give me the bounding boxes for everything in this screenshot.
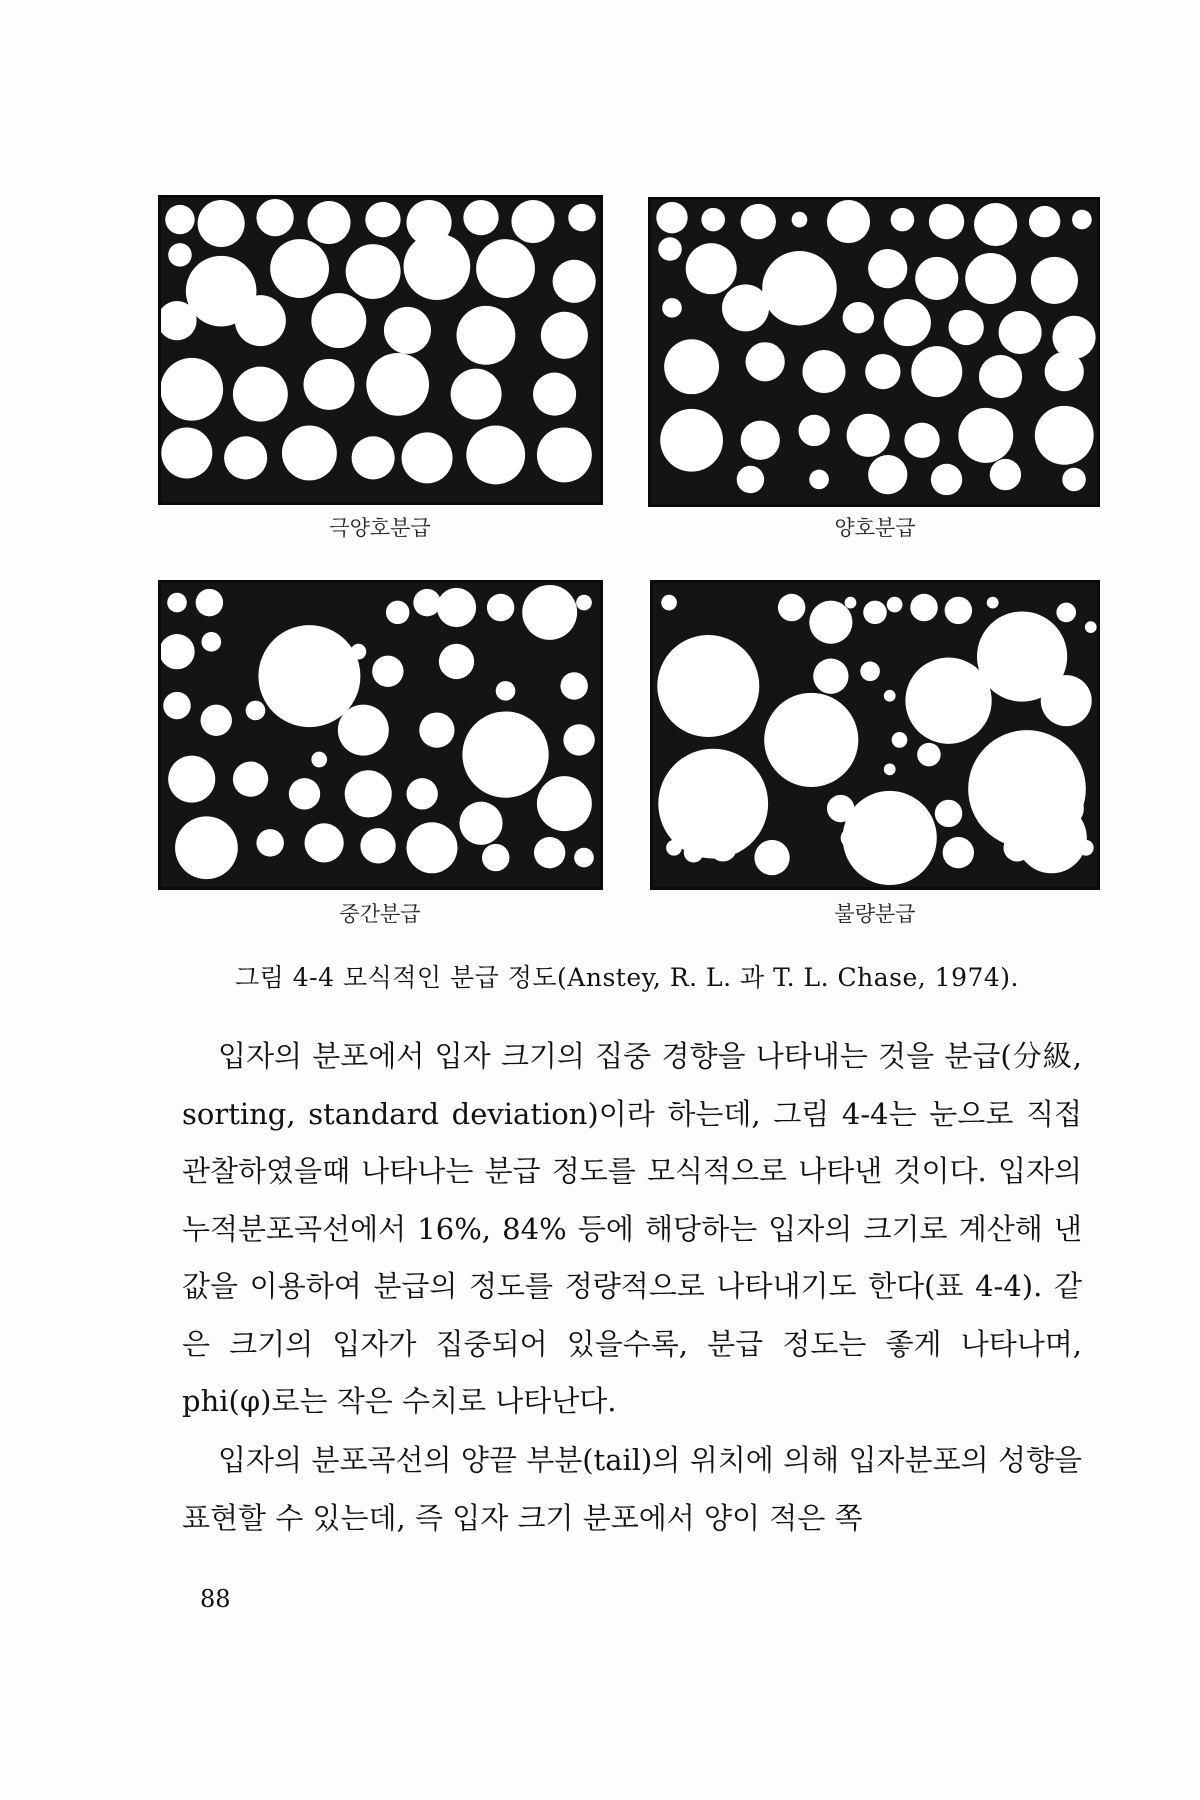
grain-circle: [891, 208, 915, 232]
grain-circle: [346, 244, 401, 299]
panel-very-well-sorted: [158, 195, 603, 505]
grain-circle: [987, 597, 999, 609]
grain-circle: [537, 427, 592, 482]
grain-circle: [656, 202, 687, 233]
grain-circle: [764, 693, 858, 787]
grain-circle: [892, 732, 908, 748]
grain-circle: [366, 353, 429, 416]
grain-circle: [999, 311, 1042, 354]
grain-circle: [198, 200, 245, 247]
grain-circle: [664, 339, 719, 394]
grain-circle: [865, 354, 900, 389]
grain-circle: [553, 260, 596, 303]
grain-circle: [658, 237, 682, 261]
grain-circle: [413, 589, 440, 616]
grain-circle: [161, 358, 223, 421]
grain-circle: [884, 690, 896, 702]
grain-circle: [1062, 468, 1086, 492]
grain-circle: [741, 204, 776, 239]
grain-circle: [746, 342, 785, 381]
grain-circle: [235, 295, 286, 346]
panel-poorly-sorted: [650, 580, 1100, 890]
grain-circle: [233, 367, 288, 422]
grain-circle: [233, 761, 268, 796]
grain-circle: [196, 589, 223, 616]
grain-circle: [246, 701, 266, 721]
grain-circle: [496, 681, 516, 701]
grain-circle: [384, 307, 431, 354]
panel-label-well-sorted: 양호분급: [834, 516, 916, 540]
grain-circle: [574, 848, 594, 868]
grain-circle: [161, 634, 195, 669]
grain-circle: [576, 595, 592, 611]
grain-circle: [311, 752, 327, 768]
grain-circle: [943, 837, 974, 868]
grain-circle: [809, 470, 829, 490]
grain-circle: [462, 711, 548, 797]
grain-circle: [168, 243, 192, 267]
grain-circle: [917, 743, 941, 767]
grain-circle: [1016, 803, 1087, 874]
paragraph-text: 입자의 분포곡선의 양끝 부분(tail)의 위치에 의해 입자분포의 성향을 표현할 수 있는데, 즉 입자 크기 분포에서 양이 적은 쪽: [182, 1443, 1082, 1535]
grain-circle: [541, 312, 588, 359]
grain-circle: [990, 459, 1021, 490]
grain-circle: [958, 408, 1013, 463]
panel-label-moderately-sorted: 중간분급: [339, 902, 421, 926]
grain-circle: [1041, 675, 1092, 726]
grain-circle: [709, 834, 736, 861]
grain-circle: [868, 249, 907, 288]
grain-circle: [1078, 840, 1094, 856]
grain-diagram: [653, 583, 1097, 887]
grain-circle: [402, 432, 453, 483]
grain-circle: [365, 202, 400, 237]
grain-circle: [1052, 316, 1095, 359]
grain-circle: [345, 770, 392, 817]
grain-circle: [201, 705, 232, 736]
grain-circle: [451, 369, 502, 420]
grain-circle: [1072, 210, 1092, 230]
grain-circle: [563, 724, 594, 755]
grain-circle: [949, 310, 984, 345]
grain-diagram: [651, 200, 1097, 504]
grain-circle: [657, 635, 759, 737]
grain-circle: [175, 816, 238, 879]
grain-circle: [901, 855, 917, 871]
grain-circle: [686, 243, 737, 294]
grain-diagram: [161, 198, 600, 502]
grain-circle: [1035, 406, 1094, 465]
grain-circle: [167, 593, 187, 613]
grain-circle: [684, 843, 704, 863]
paragraph-text: 입자의 분포에서 입자 크기의 집중 경향을 나타내는 것을 분급(分級, sorting, standard deviation)이라 하는데, 그림 4-4는 눈으로 직접 관찰하였을때 나타나는 분급 정도를 모식적으로 나타낸 것이다. 입자의 누적분포곡선에서 16%, 84% 등에 해당하는 입자의 크기로 계산해 낸 값을 이용하여 분급의 정도를 정량적으로 나타내기도 한다(표 4-4). 같은 크기의 입자가 집중되어 있을수록, 분급 정도는 좋게 나타나며, phi(φ)로는 작은 수치로 나타난다.: [182, 1039, 1082, 1418]
grain-circle: [813, 659, 848, 694]
grain-circle: [931, 464, 962, 495]
grain-circle: [487, 594, 514, 621]
grain-circle: [351, 644, 367, 660]
grain-circle: [974, 203, 1017, 246]
grain-circle: [662, 298, 682, 318]
grain-circle: [884, 299, 931, 346]
grain-circle: [511, 200, 554, 243]
grain-circle: [307, 201, 350, 244]
grain-circle: [845, 597, 857, 609]
grain-circle: [202, 632, 222, 652]
grain-circle: [661, 595, 677, 611]
grain-circle: [868, 455, 907, 494]
panel-label-very-well-sorted: 극양호분급: [329, 516, 431, 540]
grain-circle: [534, 837, 565, 868]
grain-circle: [439, 644, 474, 679]
grain-circle: [459, 802, 502, 845]
grain-diagram: [161, 583, 600, 887]
grain-circle: [304, 359, 355, 410]
grain-circle: [282, 426, 337, 481]
grain-circle: [847, 414, 890, 457]
grain-circle: [965, 253, 1016, 304]
figure-caption: 그림 4-4 모식적인 분급 정도(Anstey, R. L. 과 T. L. Chase, 1974).: [235, 963, 1019, 992]
grain-circle: [533, 373, 576, 416]
grain-circle: [904, 423, 939, 458]
page-number: 88: [200, 1585, 231, 1613]
grain-circle: [911, 346, 962, 397]
grain-circle: [457, 306, 516, 365]
grain-circle: [270, 239, 329, 298]
grain-circle: [537, 776, 592, 831]
grain-circle: [1045, 352, 1084, 391]
grain-circle: [406, 778, 437, 809]
grain-circle: [168, 756, 215, 803]
grain-circle: [827, 200, 870, 243]
grain-circle: [338, 705, 389, 756]
panel-well-sorted: [648, 197, 1100, 507]
grain-circle: [419, 712, 454, 747]
grain-circle: [863, 601, 887, 625]
grain-circle: [1031, 257, 1078, 304]
grain-circle: [437, 588, 476, 627]
grain-circle: [884, 763, 896, 775]
grain-circle: [798, 415, 829, 446]
grain-circle: [522, 585, 577, 640]
panel-moderately-sorted: [158, 580, 603, 890]
grain-circle: [722, 284, 769, 331]
grain-circle: [289, 778, 320, 809]
grain-circle: [843, 791, 937, 885]
grain-circle: [802, 350, 845, 393]
grain-circle: [466, 426, 525, 485]
grain-circle: [1029, 206, 1060, 237]
grain-circle: [463, 200, 498, 235]
grain-circle: [256, 829, 283, 856]
body-paragraph-2: [182, 1432, 1082, 1547]
grain-circle: [165, 205, 194, 234]
grain-circle: [860, 661, 880, 681]
grain-circle: [352, 436, 395, 479]
grain-circle: [945, 597, 972, 624]
grain-circle: [979, 355, 1022, 398]
grain-circle: [843, 302, 874, 333]
grain-circle: [404, 233, 471, 300]
grain-circle: [666, 840, 682, 856]
grain-circle: [305, 823, 344, 862]
grain-circle: [915, 257, 958, 300]
grain-circle: [482, 844, 509, 871]
grain-circle: [741, 421, 780, 460]
grain-circle: [762, 251, 837, 326]
grain-circle: [372, 656, 403, 687]
grain-circle: [905, 658, 991, 744]
grain-circle: [1056, 603, 1076, 623]
grain-circle: [406, 822, 457, 873]
grain-circle: [476, 239, 535, 298]
grain-circle: [887, 597, 903, 613]
grain-circle: [929, 204, 964, 239]
grain-circle: [163, 692, 190, 719]
grain-circle: [161, 427, 212, 478]
grain-circle: [701, 208, 725, 232]
panel-label-poorly-sorted: 불량분급: [834, 902, 916, 926]
grain-circle: [258, 625, 360, 727]
grain-circle: [386, 601, 410, 625]
grain-circle: [792, 212, 808, 228]
body-paragraph-1: [182, 1028, 1082, 1431]
grain-circle: [660, 409, 723, 472]
grain-circle: [691, 703, 707, 719]
grain-circle: [560, 672, 587, 699]
grain-circle: [809, 601, 852, 644]
grain-circle: [737, 466, 764, 493]
grain-circle: [568, 204, 595, 231]
grain-circle: [224, 436, 267, 479]
grain-circle: [256, 199, 293, 236]
grain-circle: [311, 293, 366, 348]
grain-circle: [935, 800, 962, 827]
grain-circle: [778, 594, 805, 621]
grain-circle: [360, 828, 395, 863]
grain-circle: [1085, 621, 1097, 633]
grain-circle: [666, 703, 682, 719]
grain-circle: [910, 594, 937, 621]
grain-circle: [754, 840, 789, 875]
